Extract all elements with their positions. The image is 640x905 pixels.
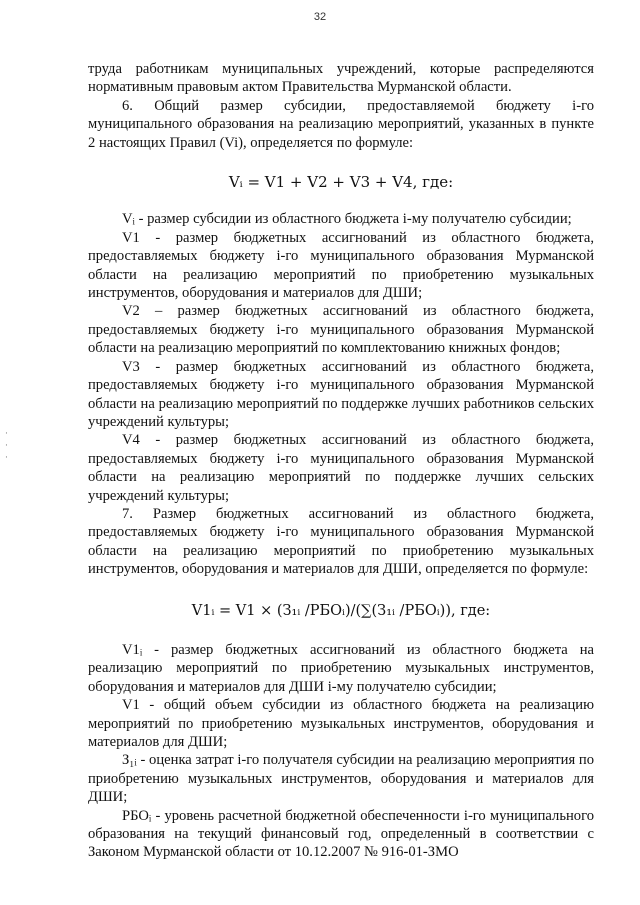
- page-number: 32: [313, 11, 327, 23]
- formula-total-subsidy-suffix: где:: [417, 173, 454, 192]
- formula-total-subsidy: [88, 173, 594, 191]
- formula-total-subsidy-expression: Vᵢ = V1 + V2 + V3 + V4,: [228, 173, 418, 192]
- formula-v1i-expression: V1ᵢ = V1 × (З₁ᵢ /РБОᵢ)/(∑(З₁ᵢ /РБОᵢ)),: [191, 602, 456, 619]
- formula-v1i: [88, 602, 594, 620]
- paragraph-continuation: труда работникам муниципальных учреждений, которые распределяются нормативным правовым актом Правительства Мурманской области.: [88, 61, 594, 96]
- definition-rboi: РБОᵢ - уровень расчетной бюджетной обеспеченности i-го муниципального образования на текущий финансовый год, определенный в соответствии с Законом Мурманской области от 10.12.2007 № 916-01-ЗМО: [88, 807, 594, 861]
- definition-v4: V4 - размер бюджетных ассигнований из областного бюджета, предоставляемых бюджету i-го муниципального образования Мурманской области на реализацию мероприятий по поддержке лучших сельских учреждений культуры;: [88, 432, 594, 504]
- definition-z1i: З₁ᵢ - оценка затрат i-го получателя субсидии на реализацию мероприятия по приобретению музыкальных инструментов, оборудования и материалов для ДШИ;: [88, 752, 594, 806]
- formula-v1i-suffix: где:: [455, 602, 491, 619]
- document-body: [88, 60, 594, 862]
- definition-v1i: V1ᵢ - размер бюджетных ассигнований из областного бюджета на реализацию мероприятий по приобретению музыкальных инструментов, оборудования и материалов для ДШИ i-му получателю субсидии;: [88, 641, 594, 695]
- paragraph-item-6: 6. Общий размер субсидии, предоставляемой бюджету i-го муниципального образования на реализацию мероприятий, указанных в пункте 2 настоящих Правил (Vi), определяется по формуле:: [88, 97, 594, 151]
- definition-v1: V1 - размер бюджетных ассигнований из областного бюджета, предоставляемых бюджету i-го муниципального образования Мурманской области на реализацию мероприятий по приобретению музыкальных инструментов, оборудования и материалов для ДШИ;: [88, 229, 594, 302]
- definition-v1-total: V1 - общий объем субсидии из областного бюджета на реализацию мероприятий по приобретению музыкальных инструментов, оборудования и материалов для ДШИ;: [88, 697, 594, 750]
- paragraph-item-7: 7. Размер бюджетных ассигнований из областного бюджета, предоставляемых бюджету i-го муниципального образования Мурманской области на реализацию мероприятий по приобретению музыкальных инструментов, оборудования и материалов для ДШИ, определяется по формуле:: [88, 505, 594, 578]
- margin-scan-marks: · · ·: [5, 429, 8, 463]
- definition-v3: V3 - размер бюджетных ассигнований из областного бюджета, предоставляемых бюджету i-го муниципального образования Мурманской области на реализацию мероприятий по поддержке лучших работников сельских учреждений культуры;: [88, 358, 594, 430]
- definition-v2: V2 – размер бюджетных ассигнований из областного бюджета, предоставляемых бюджету i-го муниципального образования Мурманской области на реализацию мероприятий по комплектованию книжных фондов;: [88, 303, 594, 357]
- definition-vi: Vᵢ - размер субсидии из областного бюджета i-му получателю субсидии;: [122, 211, 572, 228]
